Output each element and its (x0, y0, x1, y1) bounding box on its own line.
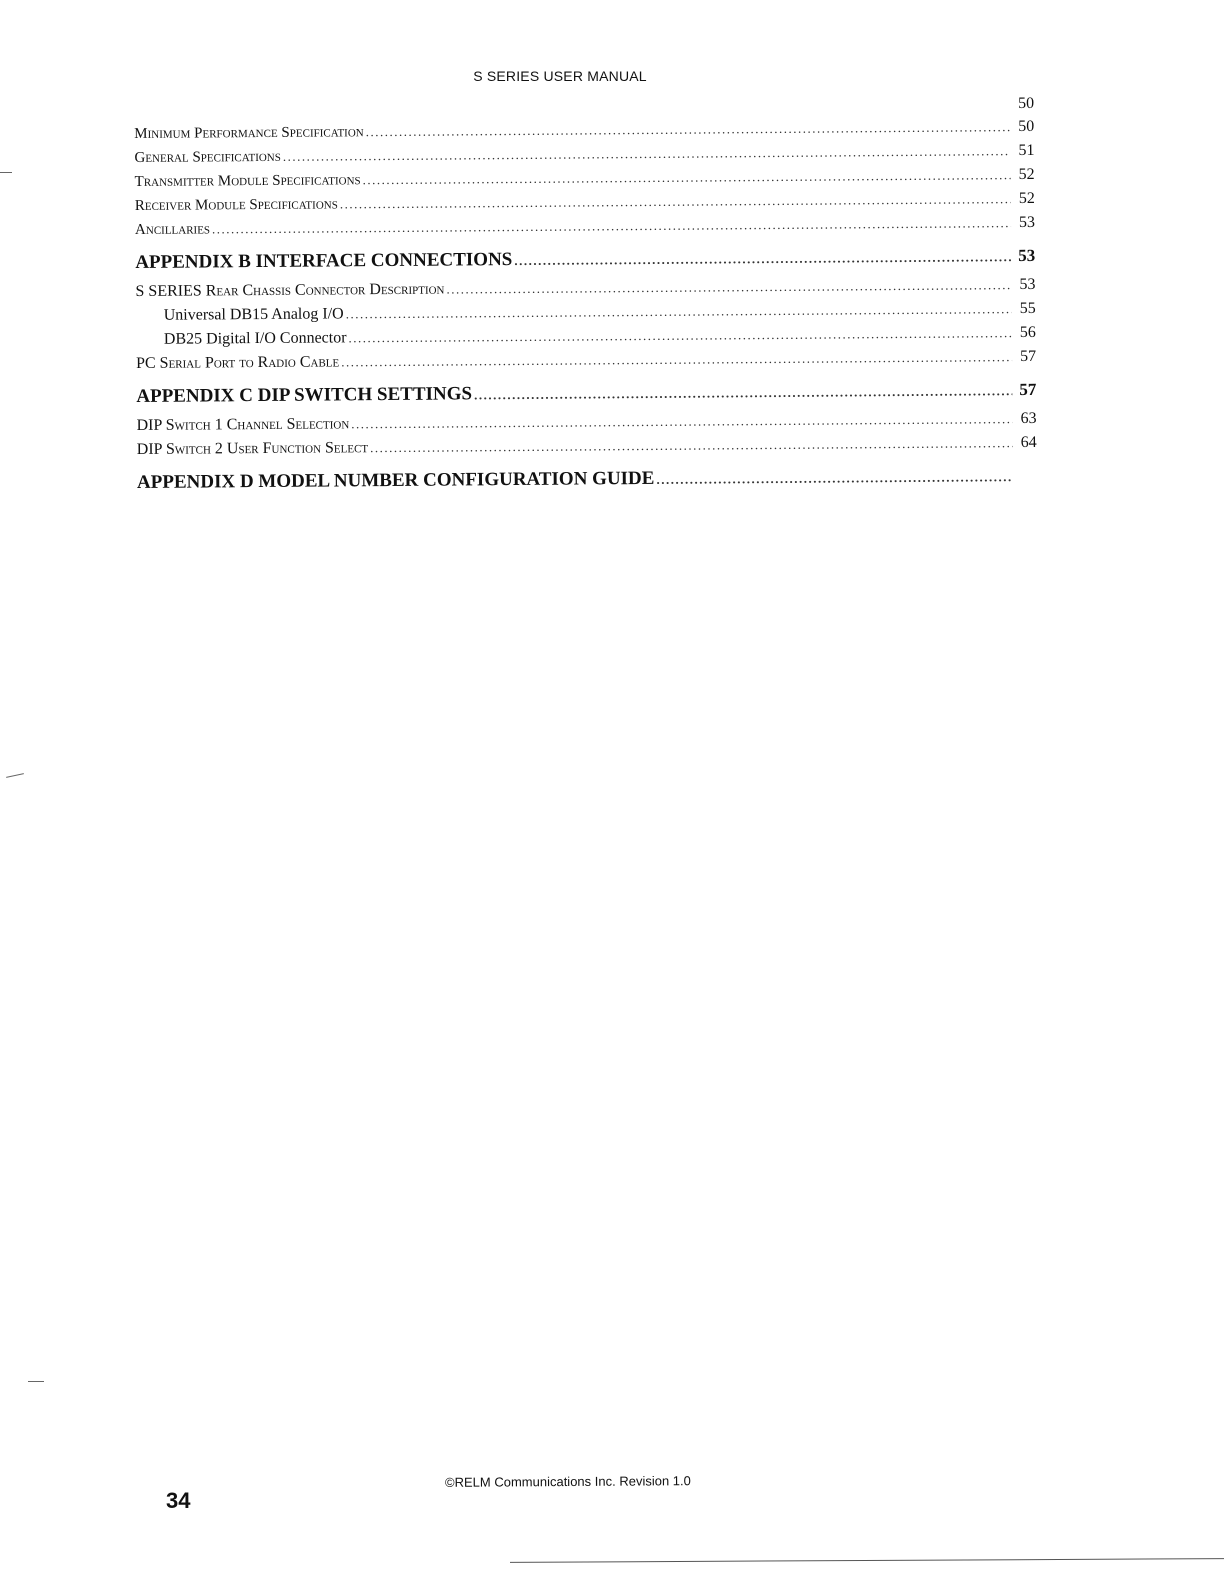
leader-dots (370, 431, 1013, 460)
scan-mark (6, 773, 24, 778)
toc-entry-title-rest: Switch 2 User Function Select (165, 439, 369, 458)
toc-entry-page: 63 (1020, 409, 1037, 428)
toc-entry-title: Minimum Performance Specification (134, 124, 364, 142)
toc-entry-page: 50 (1018, 117, 1035, 136)
leader-dots (474, 374, 1013, 412)
toc-entry-page: 55 (1019, 299, 1036, 318)
toc-entry-title-rest: Serial Port to Radio Cable (159, 353, 340, 372)
toc-entry-title-prefix: S SERIES (135, 282, 202, 300)
toc-entry-title: Receiver Module Specifications (134, 196, 338, 214)
toc-entry-title: APPENDIX D MODEL NUMBER CONFIGURATION GUIDE (136, 467, 655, 493)
toc-entry-page: 53 (1018, 213, 1036, 232)
leader-dots (341, 345, 1012, 374)
toc-entry-title (135, 278, 444, 304)
page-number: 34 (166, 1488, 191, 1513)
toc-entry-page: 64 (1020, 433, 1037, 452)
toc-entry-title: Ancillaries (134, 221, 211, 238)
toc-entry-page: 56 (1019, 323, 1036, 342)
table-of-contents (134, 93, 1037, 500)
toc-entry-title (137, 436, 369, 462)
toc-entry-title: Transmitter Module Specifications (134, 172, 361, 190)
toc-orphan-page-number: 50 (1017, 94, 1035, 113)
toc-entry-title: DB25 Digital I/O Connector (163, 329, 347, 348)
toc-entry-title-prefix: DIP (136, 416, 162, 434)
scan-mark (0, 172, 12, 173)
toc-entry-title: APPENDIX B INTERFACE CONNECTIONS (135, 249, 513, 273)
toc-appendix-heading[interactable] (137, 459, 1037, 500)
toc-entry-page: 53 (1018, 245, 1036, 266)
toc-entry-title (136, 350, 339, 376)
toc-entry-title-rest: Switch 1 Channel Selection (165, 415, 350, 434)
toc-entry-title: Universal DB15 Analog I/O (163, 305, 344, 324)
toc-entry-page: 57 (1019, 347, 1037, 366)
toc-entry-title: APPENDIX C DIP SWITCH SETTINGS (136, 383, 473, 407)
toc-entry-title (136, 412, 349, 438)
toc-entry-page: 52 (1018, 165, 1035, 184)
toc-entry-title: General Specifications (134, 148, 281, 166)
footer-rule (510, 1558, 1224, 1563)
leader-dots (212, 211, 1011, 241)
toc-entry-page: 51 (1018, 141, 1035, 160)
toc-entry-title-prefix: DIP (136, 440, 162, 458)
scan-mark (28, 1381, 44, 1382)
leader-dots (514, 240, 1011, 278)
toc-entry-title-prefix: PC (136, 354, 156, 372)
toc-entry-title-rest: Rear Chassis Connector Description (205, 280, 445, 300)
leader-dots (656, 460, 1013, 497)
copyright-notice: ©RELM Communications Inc. Revision 1.0 (444, 1473, 691, 1490)
running-header: S SERIES USER MANUAL (473, 68, 647, 84)
toc-entry-page: 52 (1018, 189, 1035, 208)
toc-entry-page: 53 (1019, 275, 1036, 294)
toc-entry-page: 57 (1019, 379, 1037, 400)
